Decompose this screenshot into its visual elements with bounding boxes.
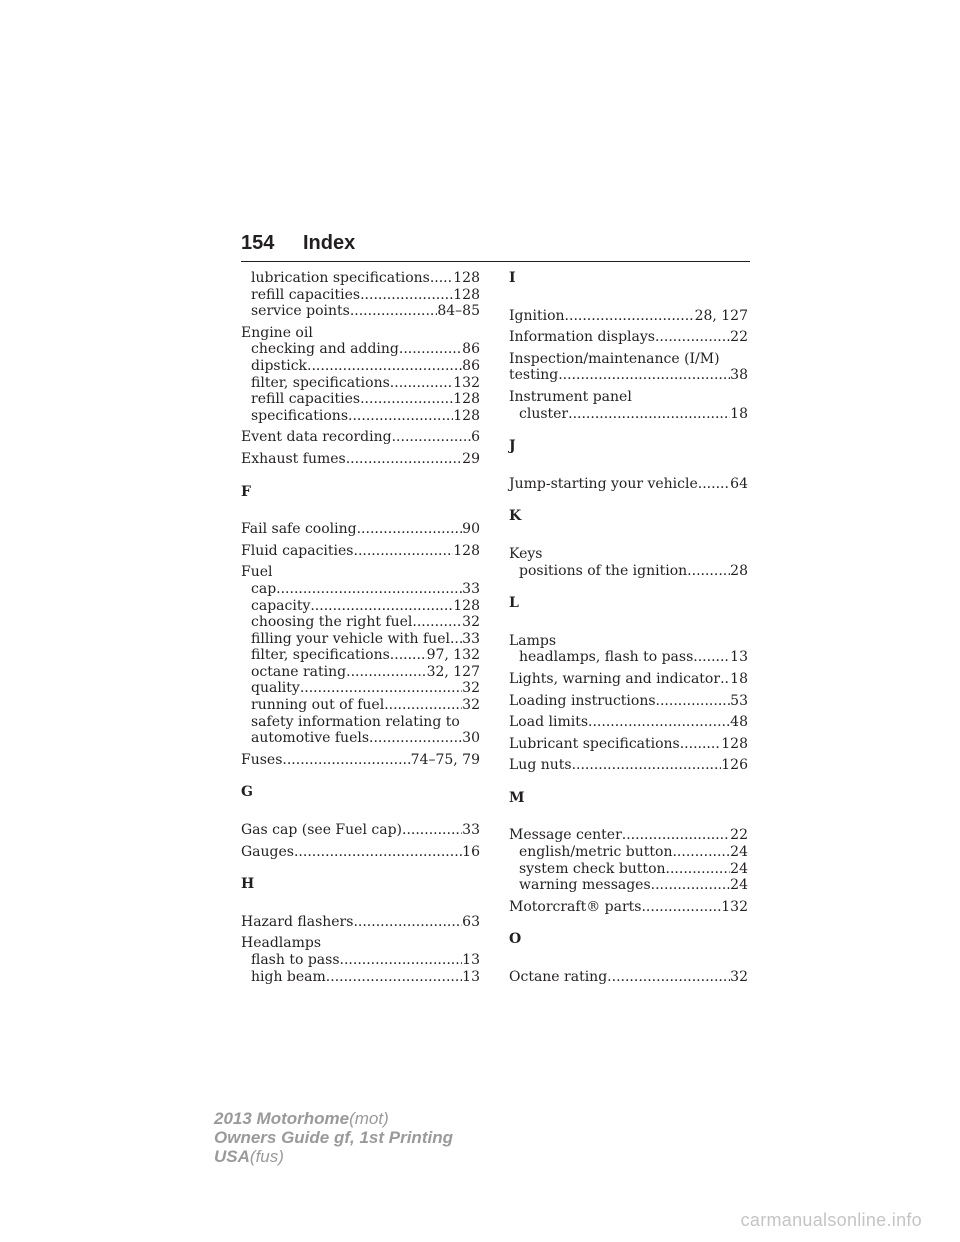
- index-term: Headlamps: [241, 935, 322, 952]
- index-term: Engine oil: [241, 324, 313, 341]
- index-page-ref: 84–85: [437, 303, 480, 320]
- index-entry: [241, 325, 480, 425]
- index-column-right: [509, 270, 748, 991]
- dot-leader: [672, 844, 730, 861]
- index-line: [241, 614, 480, 631]
- index-entry: [509, 633, 748, 666]
- index-entry: [241, 429, 480, 446]
- index-line: [241, 391, 480, 408]
- index-page-ref: 33: [462, 822, 480, 839]
- index-page-ref: 33: [462, 630, 480, 647]
- index-entry: [241, 270, 480, 320]
- index-line: [241, 429, 480, 446]
- index-line: [509, 693, 748, 710]
- index-line: [241, 287, 480, 304]
- index-line: [509, 861, 748, 878]
- dot-leader: [276, 581, 462, 598]
- index-term: octane rating: [251, 663, 347, 680]
- index-page-ref: 53: [730, 692, 748, 709]
- dot-leader: [307, 358, 462, 375]
- index-term: Hazard flashers: [241, 913, 354, 930]
- index-entry: [509, 827, 748, 893]
- index-term: cap: [251, 580, 277, 597]
- index-line: [509, 476, 748, 493]
- index-page-ref: 13: [462, 968, 480, 985]
- dot-leader: [641, 899, 721, 916]
- dot-leader: [655, 329, 730, 346]
- dot-leader: [348, 408, 453, 425]
- index-page-ref: 128: [453, 597, 480, 614]
- index-line: [509, 736, 748, 753]
- dot-leader: [565, 308, 695, 325]
- index-line: [509, 546, 748, 563]
- index-entry: [509, 476, 748, 493]
- index-entry: [241, 521, 480, 538]
- index-entry: [509, 546, 748, 579]
- index-term: specifications: [251, 407, 349, 424]
- dot-leader: [607, 969, 730, 986]
- index-page-ref: 28: [730, 562, 748, 579]
- index-term: Keys: [509, 545, 543, 562]
- dot-leader: [353, 914, 462, 931]
- index-entry: [241, 822, 480, 839]
- index-page-ref: 90: [462, 521, 480, 538]
- dot-leader: [402, 822, 462, 839]
- dot-leader: [651, 877, 731, 894]
- index-letter-heading: J: [509, 438, 516, 455]
- index-line: [241, 680, 480, 697]
- dot-leader: [698, 476, 730, 493]
- dot-leader: [346, 664, 426, 681]
- index-page-ref: 97, 132: [426, 647, 480, 664]
- index-term: Fluid capacities: [241, 542, 354, 559]
- dot-leader: [354, 543, 454, 560]
- index-entry: [509, 757, 748, 774]
- index-term: safety information relating to: [251, 713, 460, 730]
- index-term: high beam: [251, 968, 326, 985]
- index-page-ref: 132: [453, 374, 480, 391]
- index-line: [241, 631, 480, 648]
- index-line: [241, 697, 480, 714]
- index-page-ref: 6: [471, 429, 480, 446]
- index-term: Fuel: [241, 564, 273, 581]
- index-term: dipstick: [251, 357, 308, 374]
- index-page-ref: 128: [453, 270, 480, 286]
- index-entry: [241, 543, 480, 560]
- index-term: automotive fuels: [251, 730, 370, 747]
- index-page-ref: 38: [730, 367, 748, 384]
- dot-leader: [399, 341, 462, 358]
- index-page-ref: 13: [730, 649, 748, 666]
- dot-leader: [588, 714, 730, 731]
- index-term: Ignition: [509, 307, 565, 324]
- index-term: system check button: [519, 860, 666, 877]
- index-page-ref: 32: [462, 697, 480, 714]
- page-title: Index: [303, 232, 356, 254]
- index-term: Message center: [509, 827, 622, 844]
- print-footer: [214, 1109, 453, 1166]
- index-term: warning messages: [519, 877, 651, 894]
- index-page-ref: 128: [453, 391, 480, 408]
- dot-leader: [687, 563, 730, 580]
- index-line: [241, 581, 480, 598]
- footer-model-code: (mot): [349, 1109, 389, 1128]
- index-term: choosing the right fuel: [251, 614, 413, 631]
- index-line: [241, 408, 480, 425]
- index-page-ref: 128: [721, 735, 748, 752]
- index-line: [241, 730, 480, 747]
- dot-leader: [622, 827, 730, 844]
- dot-leader: [357, 521, 463, 538]
- dot-leader: [656, 693, 731, 710]
- index-line: [509, 351, 748, 368]
- index-term: filter, specifications: [251, 647, 390, 664]
- index-page-ref: 22: [730, 827, 748, 844]
- index-letter-heading: H: [241, 876, 255, 893]
- index-letter-heading: K: [509, 508, 522, 525]
- index-term: Octane rating: [509, 969, 608, 986]
- dot-leader: [282, 752, 410, 769]
- index-page-ref: 126: [721, 757, 748, 774]
- dot-leader: [384, 697, 462, 714]
- index-term: cluster: [519, 405, 569, 422]
- index-line: [241, 270, 480, 287]
- index-entry: [241, 844, 480, 861]
- index-entry: [509, 329, 748, 346]
- index-line: [509, 633, 748, 650]
- index-entry: [509, 351, 748, 384]
- index-entry: [241, 451, 480, 468]
- index-entry: [241, 935, 480, 985]
- dot-leader: [450, 631, 462, 648]
- index-line: [509, 877, 748, 894]
- index-term: Gauges: [241, 843, 294, 860]
- index-term: service points: [251, 303, 350, 320]
- index-page-ref: 33: [462, 580, 480, 597]
- dot-leader: [360, 287, 453, 304]
- index-letter-heading: I: [509, 270, 516, 286]
- index-page-ref: 32: [462, 614, 480, 631]
- index-letter-heading: G: [241, 784, 253, 801]
- index-entry: [241, 914, 480, 931]
- index-entry: [509, 899, 748, 916]
- footer-model: 2013 Motorhome: [214, 1109, 350, 1128]
- index-page-ref: 128: [453, 542, 480, 559]
- dot-leader: [326, 969, 462, 986]
- dot-leader: [294, 844, 462, 861]
- dot-leader: [666, 861, 731, 878]
- index-page-ref: 18: [730, 405, 748, 422]
- index-line: [241, 521, 480, 538]
- index-line: [241, 914, 480, 931]
- index-term: filter, specifications: [251, 374, 390, 391]
- dot-leader: [720, 671, 730, 688]
- index-line: [509, 671, 748, 688]
- dot-leader: [360, 391, 453, 408]
- index-page-ref: 86: [462, 357, 480, 374]
- index-line: [241, 935, 480, 952]
- index-letter-heading: O: [509, 931, 522, 948]
- index-letter-heading: M: [509, 789, 525, 806]
- dot-leader: [572, 757, 722, 774]
- index-line: [241, 598, 480, 615]
- index-term: refill capacities: [251, 391, 361, 408]
- index-page-ref: 28, 127: [694, 307, 748, 324]
- index-letter-heading: F: [241, 483, 251, 500]
- index-entry: [509, 308, 748, 325]
- index-line: [509, 389, 748, 406]
- index-line: [241, 752, 480, 769]
- dot-leader: [412, 614, 462, 631]
- index-term: running out of fuel: [251, 697, 385, 714]
- index-line: [241, 543, 480, 560]
- index-line: [241, 647, 480, 664]
- index-line: [509, 844, 748, 861]
- watermark: carmanualsonline.info: [740, 1210, 922, 1230]
- index-term: checking and adding: [251, 341, 399, 358]
- index-term: Fail safe cooling: [241, 521, 357, 538]
- index-page-ref: 24: [730, 877, 748, 894]
- index-term: english/metric button: [519, 844, 673, 861]
- index-line: [509, 714, 748, 731]
- index-entry: [509, 693, 748, 710]
- index-line: [241, 664, 480, 681]
- page-header: [241, 230, 750, 262]
- index-page-ref: 18: [730, 670, 748, 687]
- index-term: Loading instructions: [509, 692, 656, 709]
- footer-market-code: (fus): [249, 1147, 284, 1166]
- index-page-ref: 32: [730, 969, 748, 986]
- dot-leader: [390, 647, 427, 664]
- index-term: Inspection/maintenance (I/M): [509, 350, 720, 367]
- index-line: [509, 308, 748, 325]
- index-line: [241, 822, 480, 839]
- footer-market: USA: [214, 1147, 250, 1166]
- index-term: Instrument panel: [509, 388, 632, 405]
- index-page-ref: 48: [730, 714, 748, 731]
- index-page-ref: 128: [453, 407, 480, 424]
- index-entry: [509, 714, 748, 731]
- dot-leader: [300, 680, 462, 697]
- index-page-ref: 32: [462, 680, 480, 697]
- index-term: headlamps, flash to pass: [519, 649, 694, 666]
- index-line: [509, 406, 748, 423]
- dot-leader: [346, 451, 462, 468]
- index-term: Event data recording: [241, 429, 392, 446]
- index-line: [241, 303, 480, 320]
- footer-edition: Owners Guide gf, 1st Printing: [214, 1128, 453, 1147]
- index-line: [509, 899, 748, 916]
- index-entry: [509, 736, 748, 753]
- index-term: Load limits: [509, 714, 589, 731]
- index-term: Information displays: [509, 329, 655, 346]
- index-page-ref: 86: [462, 341, 480, 358]
- index-term: Lights, warning and indicator: [509, 670, 721, 687]
- index-page-ref: 22: [730, 329, 748, 346]
- index-line: [509, 649, 748, 666]
- index-line: [241, 844, 480, 861]
- index-page-ref: 132: [721, 898, 748, 915]
- index-entry: [241, 564, 480, 747]
- index-line: [241, 952, 480, 969]
- index-page-ref: 29: [462, 450, 480, 467]
- index-term: Lubricant specifications: [509, 735, 680, 752]
- dot-leader: [693, 649, 730, 666]
- dot-leader: [350, 303, 438, 320]
- index-line: [241, 451, 480, 468]
- index-line: [509, 969, 748, 986]
- index-page-ref: 63: [462, 913, 480, 930]
- index-term: quality: [251, 680, 300, 697]
- dot-leader: [369, 730, 462, 747]
- index-line: [509, 827, 748, 844]
- index-term: lubrication specifications: [251, 270, 430, 286]
- index-line: [509, 563, 748, 580]
- index-term: Motorcraft® parts: [509, 898, 642, 915]
- index-term: Fuses: [241, 751, 283, 768]
- page-number: 154: [241, 232, 275, 254]
- index-page-ref: 13: [462, 952, 480, 968]
- index-term: testing: [509, 367, 559, 384]
- index-term: capacity: [251, 597, 311, 614]
- dot-leader: [310, 598, 453, 615]
- index-page-ref: 128: [453, 286, 480, 303]
- index-page-ref: 64: [730, 475, 748, 492]
- index-entry: [241, 752, 480, 769]
- index-term: filling your vehicle with fuel: [251, 630, 450, 647]
- index-page-ref: 24: [730, 844, 748, 861]
- index-line: [509, 367, 748, 384]
- index-line: [241, 714, 480, 731]
- index-line: [509, 757, 748, 774]
- index-page-ref: 30: [462, 730, 480, 747]
- index-page-ref: 24: [730, 860, 748, 877]
- index-column-left: [241, 270, 480, 990]
- index-line: [241, 564, 480, 581]
- dot-leader: [340, 952, 463, 969]
- index-line: [241, 375, 480, 392]
- index-letter-heading: L: [509, 595, 519, 612]
- dot-leader: [568, 406, 730, 423]
- index-entry: [509, 671, 748, 688]
- index-page-ref: 16: [462, 843, 480, 860]
- index-term: positions of the ignition: [519, 562, 688, 579]
- index-line: [241, 969, 480, 986]
- index-term: Lamps: [509, 632, 557, 649]
- index-line: [241, 325, 480, 342]
- index-term: Jump-starting your vehicle: [509, 475, 698, 492]
- index-entry: [509, 969, 748, 986]
- index-line: [241, 341, 480, 358]
- index-term: Gas cap (see Fuel cap): [241, 822, 402, 839]
- dot-leader: [390, 375, 453, 392]
- index-line: [509, 329, 748, 346]
- index-page-ref: 32, 127: [426, 663, 480, 680]
- index-term: Lug nuts: [509, 757, 572, 774]
- index-term: flash to pass: [251, 952, 340, 968]
- dot-leader: [558, 367, 730, 384]
- index-entry: [509, 389, 748, 422]
- index-page-ref: 74–75, 79: [410, 751, 480, 768]
- index-line: [241, 358, 480, 375]
- index-term: Exhaust fumes: [241, 450, 346, 467]
- dot-leader: [392, 429, 471, 446]
- dot-leader: [680, 736, 722, 753]
- index-term: refill capacities: [251, 286, 361, 303]
- dot-leader: [430, 270, 453, 287]
